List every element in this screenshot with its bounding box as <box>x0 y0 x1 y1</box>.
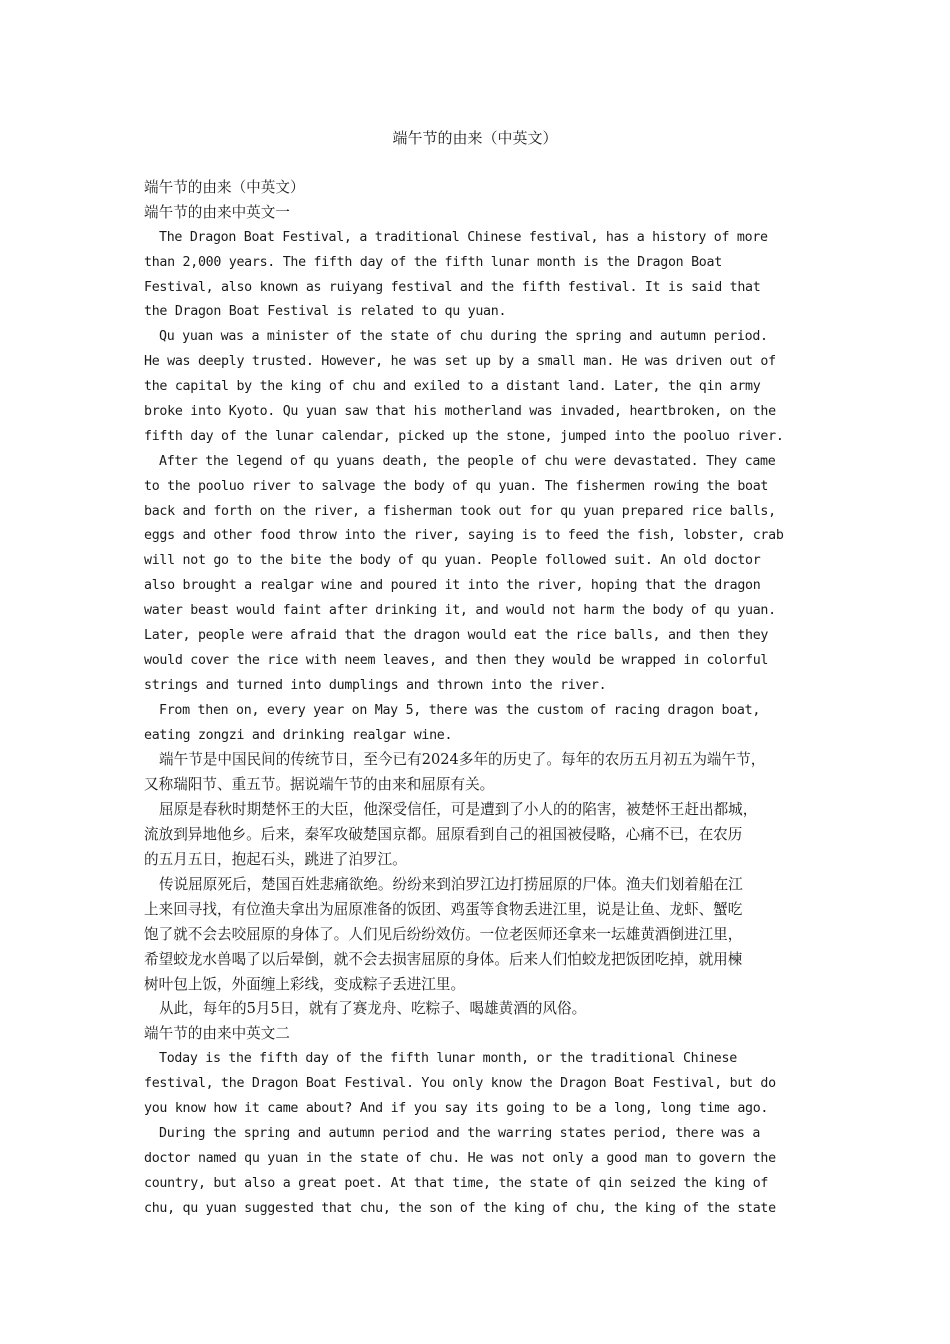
text-line: strings and turned into dumplings and thrown into the river. <box>144 677 607 693</box>
text-line: During the spring and autumn period and the warring states period, there was a <box>159 1125 761 1141</box>
text-line: 希望蛟龙水兽喝了以后晕倒，就不会去损害屈原的身体。后来人们怕蛟龙把饭团吃掉，就用楝 <box>144 950 743 968</box>
text-line: 端午节的由来中英文一 <box>144 203 290 221</box>
text-line: doctor named qu yuan in the state of chu. He was not only a good man to govern the <box>144 1150 776 1166</box>
text-line: Festival, also known as ruiyang festival and the fifth festival. It is said that <box>144 279 761 295</box>
text-line: Later, people were afraid that the dragon would eat the rice balls, and then they <box>144 628 769 644</box>
text-line: 屈原是春秋时期楚怀王的大臣，他深受信任，可是遭到了小人的的陷害，被楚怀王赶出都城， <box>159 801 758 819</box>
text-line: the capital by the king of chu and exiled to a distant land. Later, the qin army <box>144 379 761 395</box>
text-line: would cover the rice with neem leaves, and then they would be wrapped in colorful <box>144 652 769 668</box>
text-line: chu, qu yuan suggested that chu, the son of the king of chu, the king of the state <box>144 1200 776 1216</box>
text-line: eggs and other food throw into the river, saying is to feed the fish, lobster, crab <box>144 528 784 544</box>
text-line: 的五月五日，抱起石头，跳进了泊罗江。 <box>144 851 407 869</box>
text-line: country, but also a great poet. At that time, the state of qin seized the king of <box>144 1175 769 1191</box>
text-line: Qu yuan was a minister of the state of chu during the spring and autumn period. <box>159 329 768 345</box>
text-line: 从此，每年的5月5日，就有了赛龙舟、吃粽子、喝雄黄酒的风俗。 <box>159 1000 587 1018</box>
text-line: He was deeply trusted. However, he was set up by a small man. He was driven out of <box>144 354 776 370</box>
text-line: than 2,000 years. The fifth day of the fifth lunar month is the Dragon Boat <box>144 254 722 270</box>
text-line: also brought a realgar wine and poured it into the river, hoping that the dragon <box>144 578 761 594</box>
text-line: to the pooluo river to salvage the body of qu yuan. The fishermen rowing the boat <box>144 478 769 494</box>
text-line: 又称瑞阳节、重五节。据说端午节的由来和屈原有关。 <box>144 776 495 794</box>
text-line: Today is the fifth day of the fifth lunar month, or the traditional Chinese <box>159 1051 737 1067</box>
text-line: eating zongzi and drinking realgar wine. <box>144 727 453 743</box>
text-line: 上来回寻找，有位渔夫拿出为屈原准备的饭团、鸡蛋等食物丢进江里，说是让鱼、龙虾、蟹吃 <box>144 900 743 918</box>
text-line: the Dragon Boat Festival is related to qu yuan. <box>144 304 507 320</box>
text-line: back and forth on the river, a fisherman took out for qu yuan prepared rice balls, <box>144 503 776 519</box>
text-line: festival, the Dragon Boat Festival. You only know the Dragon Boat Festival, but do <box>144 1076 776 1092</box>
text-line: 端午节是中国民间的传统节日，至今已有2024多年的历史了。每年的农历五月初五为端午节， <box>159 751 766 769</box>
text-line: 端午节的由来（中英文） <box>144 179 305 196</box>
text-line: After the legend of qu yuans death, the people of chu were devastated. They came <box>159 453 776 469</box>
text-line: 传说屈原死后，楚国百姓悲痛欲绝。纷纷来到泊罗江边打捞屈原的尸体。渔夫们划着船在江 <box>159 875 743 893</box>
page-title: 端午节的由来（中英文） <box>392 129 558 147</box>
text-line: 饱了就不会去咬屈原的身体了。人们见后纷纷效仿。一位老医师还拿来一坛雄黄酒倒进江里， <box>144 925 743 943</box>
text-line: will not go to the bite the body of qu yuan. People followed suit. An old doctor <box>144 553 761 569</box>
text-line: fifth day of the lunar calendar, picked up the stone, jumped into the pooluo river. <box>144 428 784 444</box>
text-line: From then on, every year on May 5, there was the custom of racing dragon boat, <box>159 702 761 718</box>
text-line: 端午节的由来中英文二 <box>144 1025 290 1043</box>
text-line: water beast would faint after drinking it, and would not harm the body of qu yuan. <box>144 603 776 619</box>
text-line: you know how it came about? And if you say its going to be a long, long time ago. <box>144 1100 769 1116</box>
text-line: broke into Kyoto. Qu yuan saw that his motherland was invaded, heartbroken, on the <box>144 404 776 420</box>
text-line: 树叶包上饭，外面缠上彩线，变成粽子丢进江里。 <box>144 975 466 993</box>
text-line: The Dragon Boat Festival, a traditional Chinese festival, has a history of more <box>159 229 768 245</box>
document-body <box>144 176 814 1221</box>
text-line: 流放到异地他乡。后来，秦军攻破楚国京都。屈原看到自己的祖国被侵略，心痛不已，在农历 <box>144 826 743 844</box>
